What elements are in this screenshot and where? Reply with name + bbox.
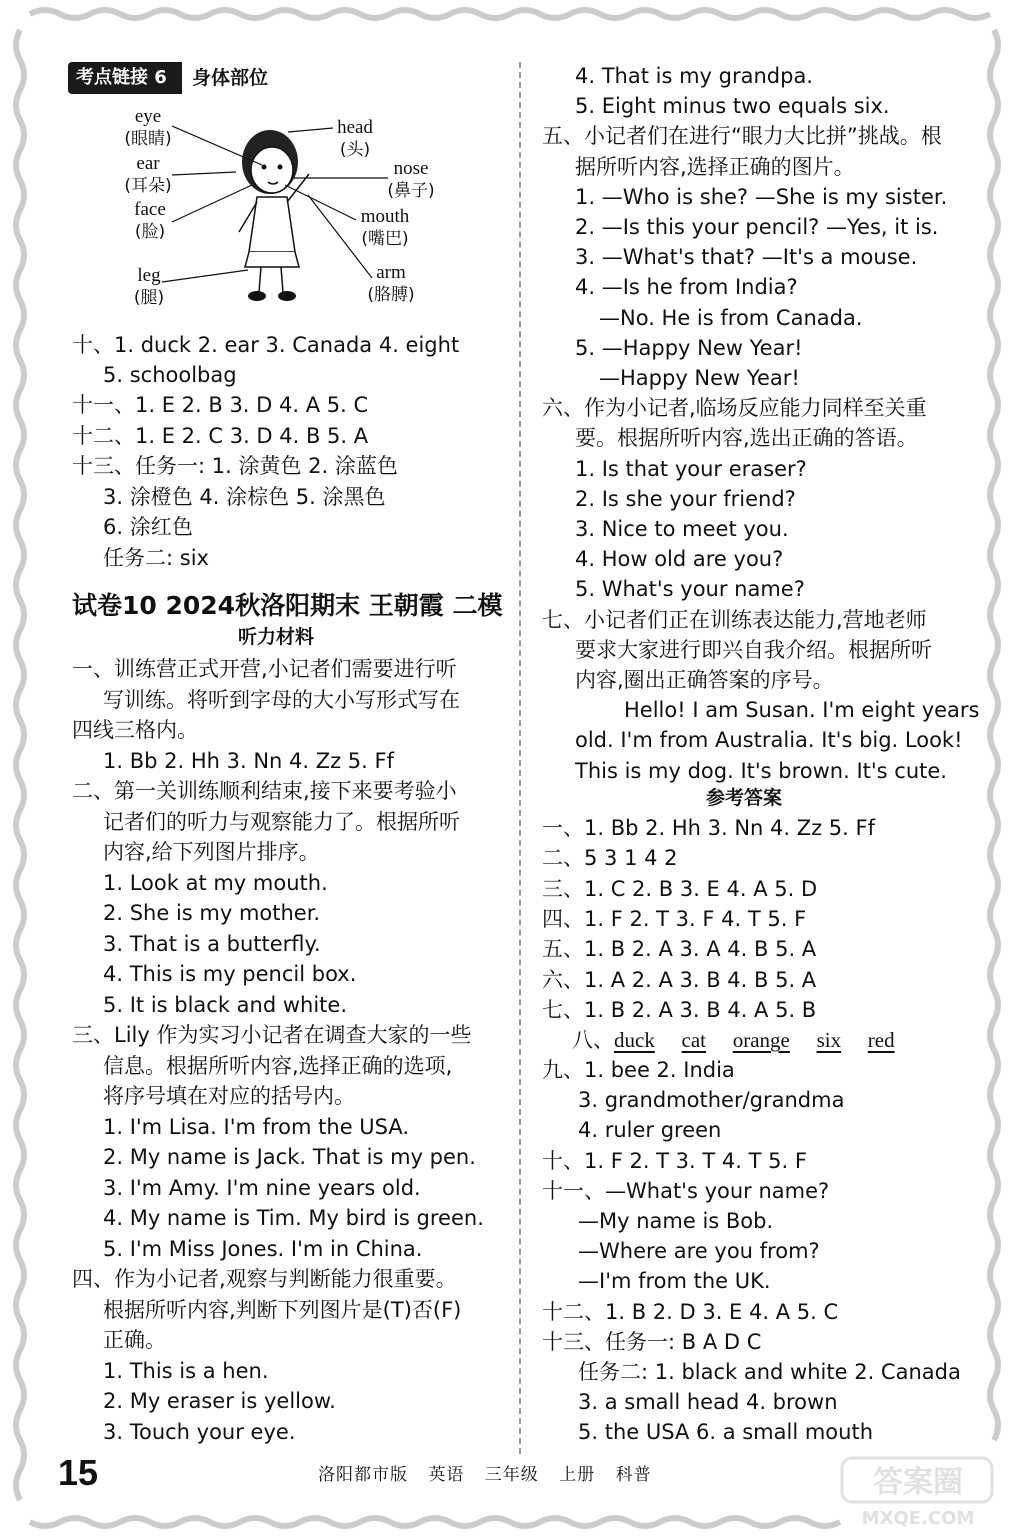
text-line: 4. —Is he from India? [575,275,798,300]
answer-line: 任务二: six [103,546,209,570]
text-line: 5. the USA 6. a small mouth [578,1420,874,1445]
watermark-logo [838,1452,998,1532]
text-line: 1. This is a hen. [103,1358,269,1383]
label-head: head (头) [337,117,373,160]
section-tag: 考点链接 6 [68,62,182,94]
text-line: 四线三格内。 [72,718,198,742]
text-line: 3. Nice to meet you. [575,517,789,541]
text-line: 一、1. Bb 2. Hh 3. Nn 4. Zz 5. Ff [542,816,875,840]
label-leg: leg (腿) [133,265,165,308]
text-line: old. I'm from Australia. It's big. Look! [575,728,963,753]
label-arm: arm (胳膊) [367,262,415,305]
text-line: —My name is Bob. [578,1209,774,1233]
text-line: 3. a small head 4. brown [578,1390,838,1415]
text-line: 5. It is black and white. [103,992,348,1017]
section-title: 身体部位 [192,67,269,89]
text-line: 5. I'm Miss Jones. I'm in China. [103,1236,423,1261]
text-line: 写训练。将听到字母的大小写形式写在 [103,687,460,712]
text-line: 五、1. B 2. A 3. A 4. B 5. A [542,937,817,962]
label-eye: eye (眼睛) [124,106,172,149]
answer-8: 八、duck cat orange six red [572,1028,895,1052]
text-line: 2. Is she your friend? [575,486,796,511]
text-line: 2. She is my mother. [103,901,321,925]
text-line: 二、第一关训练顺利结束,接下来要考验小 [72,779,457,803]
listening-title: 听力材料 [238,626,315,648]
answer-line: 十二、1. E 2. C 3. D 4. B 5. A [72,424,369,448]
label-nose: nose (鼻子) [387,158,435,201]
text-line: 信息。根据所听内容,选择正确的选项, [103,1053,453,1078]
text-line: 3. That is a butterfly. [103,931,321,956]
text-line: 1. —Who is she? —She is my sister. [575,184,948,209]
text-line: 3. grandmother/grandma [578,1088,845,1113]
text-line: 二、5 3 1 4 2 [542,846,678,871]
answer-line: 十三、任务一: 1. 涂黄色 2. 涂蓝色 [72,454,398,478]
text-line: 2. My eraser is yellow. [103,1389,336,1413]
text-line: 内容,给下列图片排序。 [103,840,320,864]
text-line: This is my dog. It's brown. It's cute. [575,758,947,783]
text-line: —Where are you from? [578,1239,820,1264]
text-line: 十二、1. B 2. D 3. E 4. A 5. C [542,1299,839,1324]
text-line: 三、1. C 2. B 3. E 4. A 5. D [542,876,818,901]
answer-line: 十一、1. E 2. B 3. D 4. A 5. C [72,393,369,417]
text-line: 5. —Happy New Year! [575,335,803,360]
page-number: 15 [58,1452,99,1493]
text-line: 1. I'm Lisa. I'm from the USA. [103,1114,410,1139]
text-line: 4. My name is Tim. My bird is green. [103,1206,484,1230]
text-line: 4. ruler green [578,1118,722,1143]
text-line: 六、作为小记者,临场反应能力同样至关重 [542,396,927,421]
answer-line: 3. 涂橙色 4. 涂棕色 5. 涂黑色 [103,485,386,509]
text-line: 1. Look at my mouth. [103,870,328,895]
text-line: 十三、任务一: B A D C [542,1329,762,1354]
answer-line: 5. schoolbag [103,363,237,387]
text-line: 3. —What's that? —It's a mouse. [575,245,918,270]
label-face: face (脸) [134,199,166,242]
text-line: 4. This is my pencil box. [103,962,357,986]
answer-line: 十、1. duck 2. ear 3. Canada 4. eight [72,333,460,357]
text-line: 四、作为小记者,观察与判断能力很重要。 [72,1267,457,1291]
text-line: 五、小记者们在进行“眼力大比拼”挑战。根 [542,124,942,149]
text-line: 3. I'm Amy. I'm nine years old. [103,1175,421,1200]
text-line: 根据所听内容,判断下列图片是(T)否(F) [103,1297,462,1322]
text-line: 九、1. bee 2. India [542,1058,735,1082]
text-line: 5. What's your name? [575,577,805,602]
answers-title: 参考答案 [706,787,783,809]
text-line: 1. Bb 2. Hh 3. Nn 4. Zz 5. Ff [103,748,394,773]
text-line: 六、1. A 2. A 3. B 4. B 5. A [542,967,817,992]
text-line: 三、Lily 作为实习小记者在调查大家的一些 [72,1023,472,1047]
answer-line: 6. 涂红色 [103,515,193,539]
text-line: 1. Is that your eraser? [575,456,807,481]
text-line: 2. My name is Jack. That is my pen. [103,1145,476,1169]
text-line: —No. He is from Canada. [599,305,863,330]
svg-text:答案圈: 答案圈 [873,1465,963,1500]
text-line: 七、1. B 2. A 3. B 4. A 5. B [542,997,817,1022]
text-line: 四、1. F 2. T 3. F 4. T 5. F [542,906,807,931]
svg-text:MXQE.COM: MXQE.COM [861,1508,975,1529]
text-line: 十、1. F 2. T 3. T 4. T 5. F [542,1148,807,1173]
text-line: 3. Touch your eye. [103,1419,296,1444]
text-line: 据所听内容,选择正确的图片。 [575,154,855,179]
text-line: —Happy New Year! [599,366,800,390]
text-line: 内容,圈出正确答案的序号。 [575,668,834,692]
text-line: 记者们的听力与观察能力了。根据所听 [103,809,460,834]
text-line: 4. How old are you? [575,547,784,572]
text-line: 要。根据所听内容,选出正确的答语。 [575,426,918,451]
text-line: 2. —Is this your pencil? —Yes, it is. [575,215,939,239]
text-line: 七、小记者们正在训练表达能力,营地老师 [542,607,927,632]
text-line: 十一、—What's your name? [542,1178,830,1203]
text-line: 一、训练营正式开营,小记者们需要进行听 [72,657,457,681]
text-line: 正确。 [103,1328,166,1352]
text-line: 任务二: 1. black and white 2. Canada [578,1360,961,1384]
text-line: Hello! I am Susan. I'm eight years [624,698,980,723]
label-ear: ear (耳朵) [124,153,172,196]
text-line: —I'm from the UK. [578,1269,771,1294]
text-line: 将序号填在对应的括号内。 [103,1084,355,1108]
label-mouth: mouth (嘴巴) [360,206,410,249]
text-line: 4. That is my grandpa. [575,64,813,88]
text-line: 5. Eight minus two equals six. [575,94,890,119]
exam-title: 试卷10 2024秋洛阳期末 王朝霞 二模 [72,591,503,620]
text-line: 要求大家进行即兴自我介绍。根据所听 [575,637,932,662]
footer-text: 洛阳都市版 英语 三年级 上册 科普 [318,1465,652,1485]
